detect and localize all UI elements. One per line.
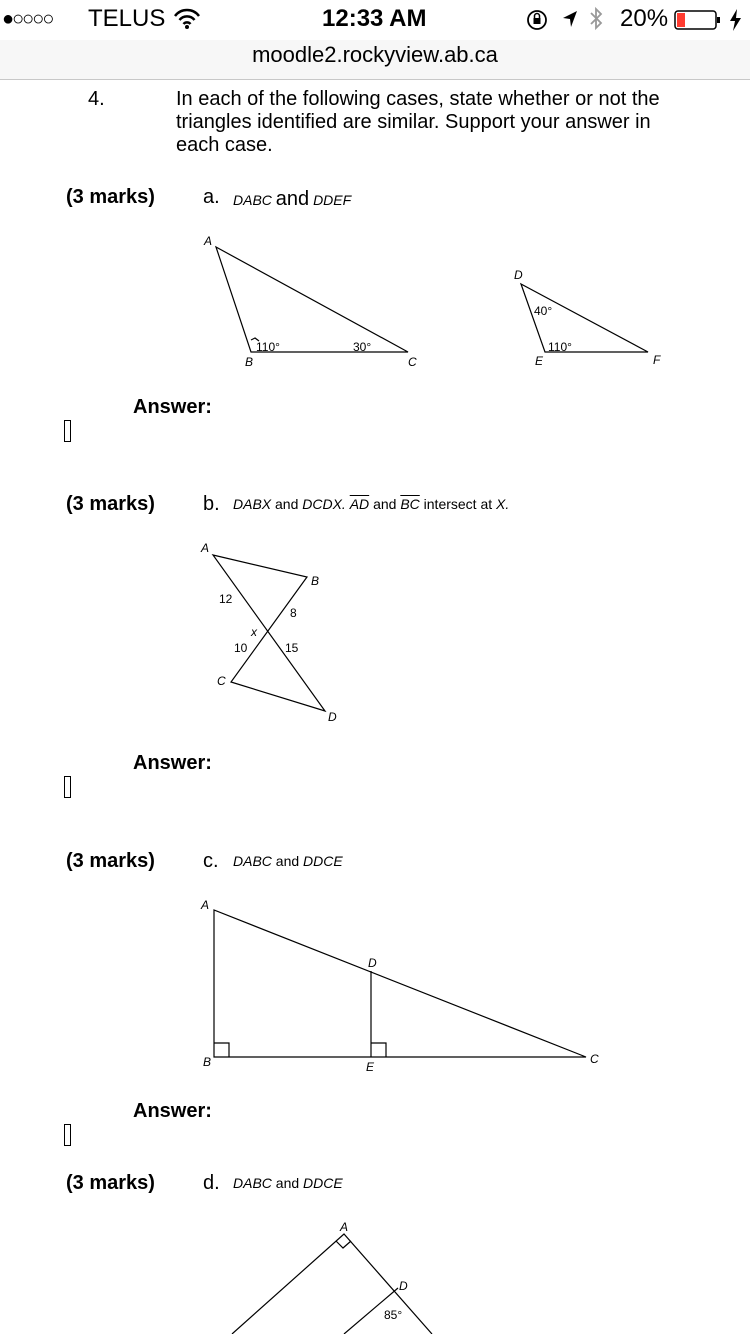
triangle-name: DDCE	[303, 853, 343, 869]
part-a-letter: a.	[203, 186, 220, 208]
vertex-d: D	[399, 1279, 408, 1293]
page-content	[0, 80, 750, 1334]
vertex-e: E	[535, 354, 544, 368]
vertex-c: C	[408, 355, 417, 369]
triangle-name: DABC	[233, 1175, 272, 1191]
heading-and: and	[275, 496, 299, 512]
triangle-name: DDEF	[313, 192, 352, 208]
vertex-a: A	[204, 234, 213, 248]
vertex-e: E	[366, 1060, 375, 1074]
heading-and: and	[275, 188, 310, 210]
figure-a-triangle-def	[521, 284, 648, 352]
part-d-marks: (3 marks)	[66, 1172, 155, 1194]
vertex-d: D	[514, 268, 523, 282]
angle-c-label: 30°	[353, 340, 372, 354]
heading-and: and	[373, 496, 397, 512]
vertex-d: D	[328, 710, 337, 724]
browser-address-bar[interactable]	[0, 40, 750, 80]
battery-percentage: 20%	[620, 5, 669, 32]
carrier-name: TELUS	[88, 5, 166, 32]
heading-and: and	[275, 853, 300, 869]
length-cx: 10	[234, 641, 248, 655]
battery-icon	[674, 8, 728, 32]
vertex-f: F	[653, 353, 661, 367]
length-dx: 15	[285, 641, 299, 655]
status-bar	[0, 0, 750, 40]
part-b-answer-label: Answer:	[133, 752, 212, 774]
part-c-answer-label: Answer:	[133, 1100, 212, 1122]
vertex-b: B	[311, 574, 320, 588]
signal-strength: ●○○○○	[2, 8, 53, 30]
location-arrow-icon	[560, 8, 580, 32]
bluetooth-icon	[588, 6, 604, 32]
segment-name: $\overline{BC}$	[400, 496, 420, 512]
triangle-name: DABX	[233, 496, 272, 512]
charging-icon	[728, 8, 744, 32]
vertex-c: C	[217, 674, 226, 688]
figure-b-bowtie	[213, 555, 325, 711]
part-c-marks: (3 marks)	[66, 850, 155, 872]
geometry-figures	[0, 80, 750, 1334]
angle-e-label: 110°	[548, 340, 572, 354]
angle-d-label: 40°	[534, 304, 553, 318]
triangle-name: DCDX.	[302, 496, 346, 512]
page-url[interactable]: moodle2.rockyview.ab.ca	[252, 42, 498, 67]
vertex-a: A	[201, 541, 210, 555]
figure-a-triangle-abc	[216, 247, 408, 352]
wifi-icon	[172, 7, 202, 31]
angle-b-label: 110°	[256, 340, 280, 354]
point-name: X.	[496, 496, 510, 512]
figure-c-triangle	[214, 910, 586, 1057]
angle-d-label: 85°	[384, 1308, 403, 1322]
part-b-marks: (3 marks)	[66, 493, 155, 515]
part-a-marks: (3 marks)	[66, 186, 155, 208]
vertex-a: A	[201, 898, 210, 912]
orientation-lock-icon	[526, 8, 550, 32]
segment-name: $\overline{AD}$	[349, 496, 370, 512]
vertex-c: C	[590, 1052, 599, 1066]
triangle-name: DDCE	[303, 1175, 343, 1191]
vertex-b: B	[245, 355, 254, 369]
length-bx: 8	[290, 606, 297, 620]
vertex-a: A	[340, 1220, 349, 1234]
part-c-letter: c.	[203, 850, 219, 872]
part-d-letter: d.	[203, 1172, 220, 1194]
triangle-name: DABC	[233, 853, 272, 869]
vertex-d: D	[368, 956, 377, 970]
vertex-b: B	[203, 1055, 212, 1069]
clock: 12:33 AM	[322, 5, 427, 32]
heading-and: and	[275, 1175, 300, 1191]
triangle-name: DABC	[233, 192, 272, 208]
question-text: In each of the following cases, state whether or not the triangles identified are similar. Support your answer in each case.	[176, 88, 660, 156]
heading-text: intersect at	[423, 496, 493, 512]
length-ax: 12	[219, 592, 233, 606]
question-number: 4.	[88, 88, 105, 110]
part-a-answer-label: Answer:	[133, 396, 212, 418]
point-x: x	[251, 625, 257, 639]
part-b-letter: b.	[203, 493, 220, 515]
